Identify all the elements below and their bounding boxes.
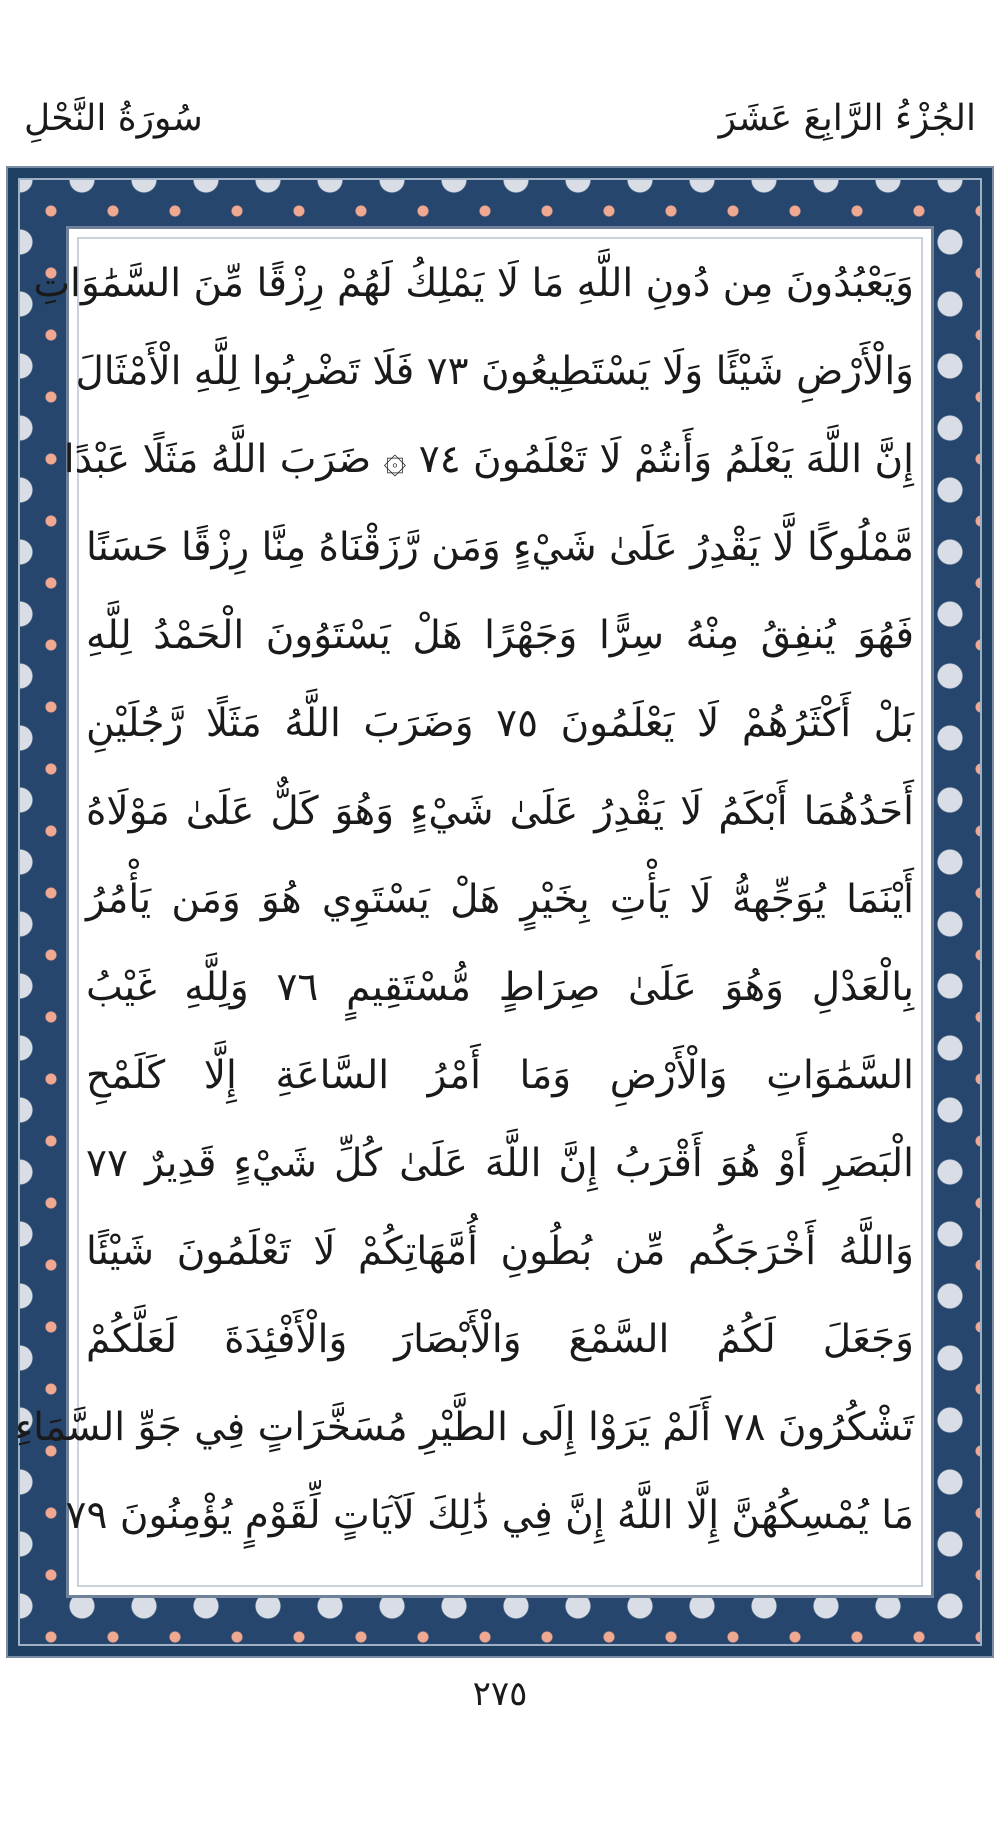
- surah-name: سُورَةُ النَّحْلِ: [24, 98, 203, 139]
- juz-name: الجُزْءُ الرَّابِعَ عَشَرَ: [718, 98, 976, 139]
- page-number: ٢٧٥: [472, 1674, 528, 1714]
- page-header: [0, 14, 1000, 154]
- verse-line: إِنَّ اللَّهَ يَعْلَمُ وَأَنتُمْ لَا تَعْلَمُونَ ٧٤ ۞ ضَرَبَ اللَّهُ مَثَلًا عَبْدًا: [63, 437, 914, 482]
- verse-line: تَشْكُرُونَ ٧٨ أَلَمْ يَرَوْا إِلَى الطَّيْرِ مُسَخَّرَاتٍ فِي جَوِّ السَّمَاءِ: [14, 1405, 914, 1450]
- verse-line: الْبَصَرِ أَوْ هُوَ أَقْرَبُ إِنَّ اللَّهَ عَلَىٰ كُلِّ شَيْءٍ قَدِيرٌ ٧٧: [86, 1141, 914, 1186]
- verse-line: بِالْعَدْلِ وَهُوَ عَلَىٰ صِرَاطٍ مُّسْتَقِيمٍ ٧٦ وَلِلَّهِ غَيْبُ: [86, 965, 914, 1010]
- verse-line: السَّمَٰوَاتِ وَالْأَرْضِ وَمَا أَمْرُ السَّاعَةِ إِلَّا كَلَمْحِ: [86, 1053, 914, 1098]
- verse-line: مَّمْلُوكًا لَّا يَقْدِرُ عَلَىٰ شَيْءٍ وَمَن رَّزَقْنَاهُ مِنَّا رِزْقًا حَسَنًا: [86, 525, 914, 570]
- verse-line: أَيْنَمَا يُوَجِّههُّ لَا يَأْتِ بِخَيْرٍ هَلْ يَسْتَوِي هُوَ وَمَن يَأْمُرُ: [86, 877, 914, 922]
- verse-block: [14, 240, 914, 1568]
- verse-line: وَاللَّهُ أَخْرَجَكُم مِّن بُطُونِ أُمَّهَاتِكُمْ لَا تَعْلَمُونَ شَيْئًا: [86, 1229, 914, 1274]
- verse-line: مَا يُمْسِكُهُنَّ إِلَّا اللَّهُ إِنَّ فِي ذَٰلِكَ لَآيَاتٍ لِّقَوْمٍ يُؤْمِنُونَ ٧٩: [65, 1493, 914, 1538]
- verse-line: وَيَعْبُدُونَ مِن دُونِ اللَّهِ مَا لَا يَمْلِكُ لَهُمْ رِزْقًا مِّنَ السَّمَٰوَاتِ: [33, 261, 914, 306]
- verse-line: بَلْ أَكْثَرُهُمْ لَا يَعْلَمُونَ ٧٥ وَضَرَبَ اللَّهُ مَثَلًا رَّجُلَيْنِ: [86, 701, 914, 746]
- verse-line: وَالْأَرْضِ شَيْئًا وَلَا يَسْتَطِيعُونَ ٧٣ فَلَا تَضْرِبُوا لِلَّهِ الْأَمْثَالَ: [75, 349, 914, 394]
- verse-line: فَهُوَ يُنفِقُ مِنْهُ سِرًّا وَجَهْرًا هَلْ يَسْتَوُونَ الْحَمْدُ لِلَّهِ: [86, 613, 914, 658]
- verse-line: وَجَعَلَ لَكُمُ السَّمْعَ وَالْأَبْصَارَ وَالْأَفْئِدَةَ لَعَلَّكُمْ: [86, 1317, 914, 1362]
- verse-line: أَحَدُهُمَا أَبْكَمُ لَا يَقْدِرُ عَلَىٰ شَيْءٍ وَهُوَ كَلٌّ عَلَىٰ مَوْلَاهُ: [86, 789, 914, 834]
